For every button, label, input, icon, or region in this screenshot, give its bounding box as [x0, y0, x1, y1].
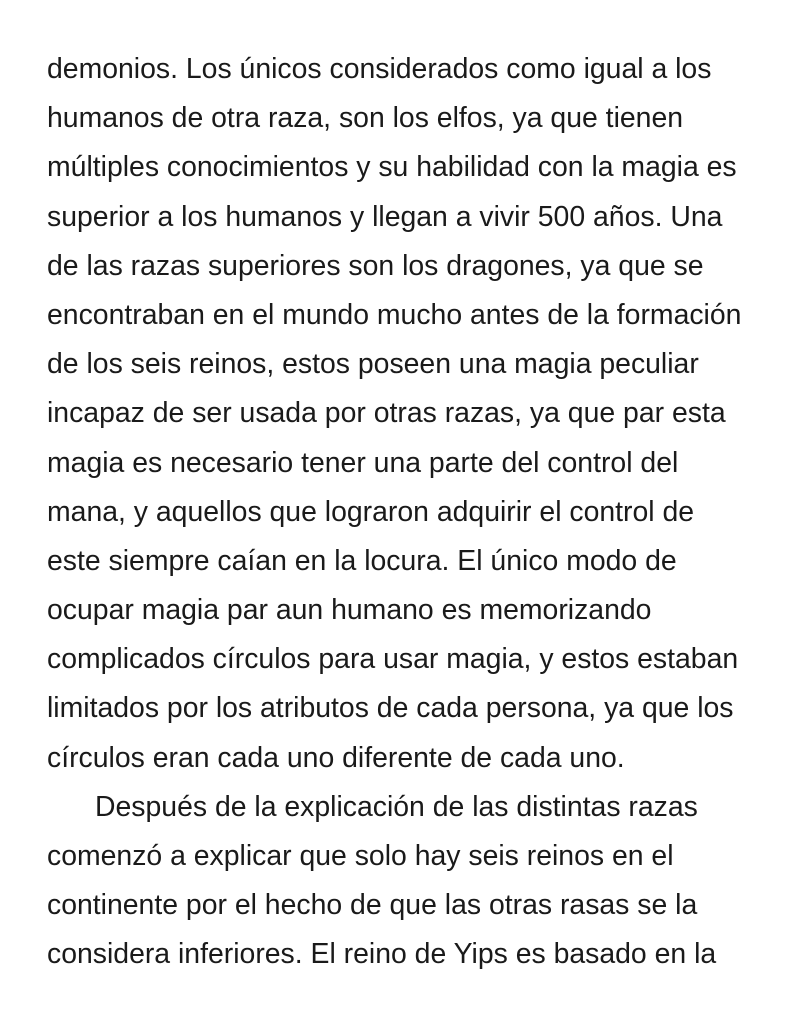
text-line: de las razas superiores son los dragones, ya que se: [47, 249, 704, 282]
text-line: círculos eran cada uno diferente de cada uno.: [47, 741, 625, 774]
document-page: [47, 45, 767, 980]
text-line: de los seis reinos, estos poseen una magia peculiar: [47, 348, 699, 381]
text-line: limitados por los atributos de cada persona, ya que los: [47, 692, 734, 725]
text-line: encontraban en el mundo mucho antes de la formación: [47, 298, 742, 331]
text-line: continente por el hecho de que las otras rasas se la: [47, 889, 698, 922]
text-line: Después de la explicación de las distintas razas: [95, 790, 698, 823]
text-line: complicados círculos para usar magia, y estos estaban: [47, 643, 739, 676]
text-line: magia es necesario tener una parte del control del: [47, 446, 679, 479]
text-line: humanos de otra raza, son los elfos, ya que tienen: [47, 102, 684, 135]
text-line: considera inferiores. El reino de Yips es basado en la: [47, 938, 717, 971]
text-line: comenzó a explicar que solo hay seis reinos en el: [47, 840, 674, 872]
text-line: mana, y aquellos que lograron adquirir el control de: [47, 495, 695, 528]
paragraph-1: [47, 45, 767, 783]
text-line: incapaz de ser usada por otras razas, ya que par esta: [47, 397, 726, 430]
text-line: superior a los humanos y llegan a vivir 500 años. Una: [47, 200, 723, 233]
text-line: este siempre caían en la locura. El único modo de: [47, 544, 677, 577]
paragraph-2: [47, 783, 767, 980]
text-line: ocupar magia par aun humano es memorizando: [47, 594, 652, 627]
text-line: múltiples conocimientos y su habilidad con la magia es: [47, 151, 737, 184]
text-line: demonios. Los únicos considerados como igual a los: [47, 53, 712, 85]
